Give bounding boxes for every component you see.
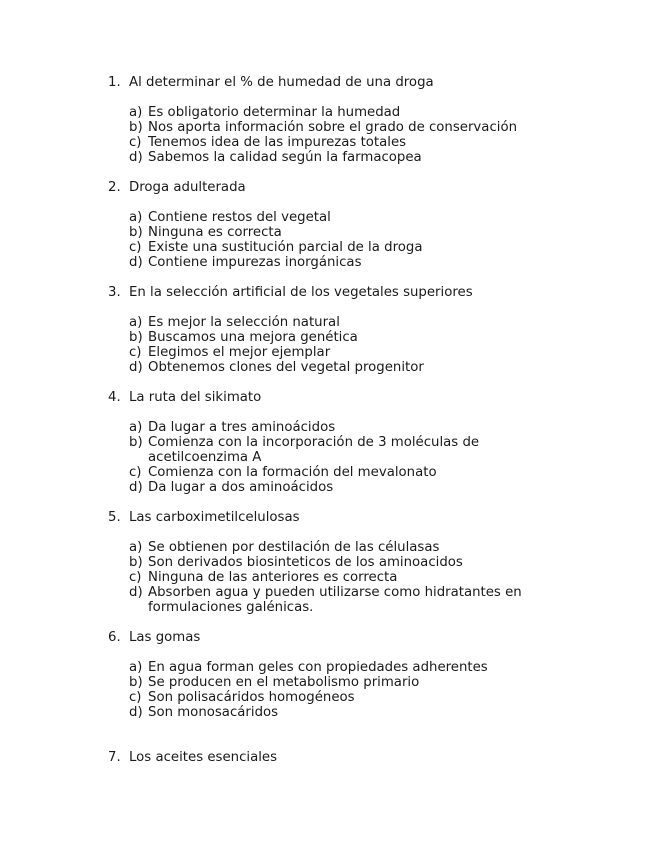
option-letter: d) [129, 480, 143, 495]
option-d [0, 150, 655, 165]
option-letter: c) [129, 465, 142, 480]
question-number: 1. [108, 75, 121, 90]
option-list [0, 660, 655, 720]
option-letter: c) [129, 570, 142, 585]
option-a [0, 540, 655, 555]
question-number: 2. [108, 180, 121, 195]
question-line [0, 285, 655, 300]
question-text: Las carboximetilcelulosas [129, 510, 300, 525]
option-list [0, 420, 655, 495]
option-a [0, 315, 655, 330]
option-list [0, 210, 655, 270]
option-text: Es obligatorio determinar la humedad [148, 105, 401, 120]
option-list [0, 315, 655, 375]
option-c [0, 345, 655, 360]
question-7 [0, 750, 655, 765]
option-text: Son monosacáridos [148, 705, 279, 720]
question-line [0, 75, 655, 90]
question-4 [0, 390, 655, 495]
option-a [0, 660, 655, 675]
option-letter: d) [129, 360, 143, 375]
option-text: Elegimos el mejor ejemplar [148, 345, 331, 360]
option-c [0, 240, 655, 255]
option-d [0, 585, 655, 615]
option-letter: a) [129, 540, 143, 555]
question-number: 7. [108, 750, 121, 765]
option-text: En agua forman geles con propiedades adherentes [148, 660, 488, 675]
option-list [0, 105, 655, 165]
question-2 [0, 180, 655, 270]
option-b [0, 435, 655, 465]
option-text: Son derivados biosinteticos de los aminoacidos [148, 555, 463, 570]
option-c [0, 570, 655, 585]
option-letter: d) [129, 585, 143, 600]
option-b [0, 330, 655, 345]
option-text: Da lugar a dos aminoácidos [148, 480, 334, 495]
option-letter: a) [129, 315, 143, 330]
option-text: Existe una sustitución parcial de la droga [148, 240, 423, 255]
option-letter: c) [129, 690, 142, 705]
option-letter: a) [129, 660, 143, 675]
option-b [0, 120, 655, 135]
option-letter: b) [129, 120, 143, 135]
option-text: Es mejor la selección natural [148, 315, 340, 330]
option-text: Nos aporta información sobre el grado de conservación [148, 120, 518, 135]
option-b [0, 555, 655, 570]
question-text: Los aceites esenciales [129, 750, 278, 765]
option-text: Ninguna de las anteriores es correcta [148, 570, 398, 585]
option-text: Se obtienen por destilación de las célulasas [148, 540, 440, 555]
option-letter: c) [129, 135, 142, 150]
question-text: Las gomas [129, 630, 201, 645]
question-1 [0, 75, 655, 165]
option-text: Obtenemos clones del vegetal progenitor [148, 360, 424, 375]
option-d [0, 705, 655, 720]
option-letter: b) [129, 675, 143, 690]
option-text: Comienza con la incorporación de 3 moléculas de acetilcoenzima A [148, 435, 480, 465]
option-text: Buscamos una mejora genética [148, 330, 358, 345]
question-5 [0, 510, 655, 615]
option-c [0, 135, 655, 150]
option-a [0, 420, 655, 435]
question-number: 5. [108, 510, 121, 525]
option-letter: b) [129, 555, 143, 570]
option-text: Tenemos idea de las impurezas totales [148, 135, 407, 150]
option-text: Absorben agua y pueden utilizarse como hidratantes en formulaciones galénicas. [148, 585, 522, 615]
question-line [0, 180, 655, 195]
option-letter: c) [129, 240, 142, 255]
option-letter: c) [129, 345, 142, 360]
option-letter: d) [129, 150, 143, 165]
question-line [0, 510, 655, 525]
option-text: Sabemos la calidad según la farmacopea [148, 150, 422, 165]
option-text: Ninguna es correcta [148, 225, 282, 240]
question-6 [0, 630, 655, 720]
option-letter: d) [129, 255, 143, 270]
question-3 [0, 285, 655, 375]
option-d [0, 480, 655, 495]
option-letter: b) [129, 435, 143, 450]
option-b [0, 225, 655, 240]
option-c [0, 465, 655, 480]
question-number: 6. [108, 630, 121, 645]
question-line [0, 750, 655, 765]
option-text: Comienza con la formación del mevalonato [148, 465, 437, 480]
option-letter: a) [129, 105, 143, 120]
question-text: Droga adulterada [129, 180, 246, 195]
question-text: Al determinar el % de humedad de una droga [129, 75, 434, 90]
question-number: 4. [108, 390, 121, 405]
option-letter: a) [129, 210, 143, 225]
option-d [0, 360, 655, 375]
option-text: Son polisacáridos homogéneos [148, 690, 355, 705]
option-c [0, 690, 655, 705]
question-line [0, 390, 655, 405]
option-letter: a) [129, 420, 143, 435]
option-text: Da lugar a tres aminoácidos [148, 420, 336, 435]
option-a [0, 210, 655, 225]
option-d [0, 255, 655, 270]
option-list [0, 540, 655, 615]
option-a [0, 105, 655, 120]
question-line [0, 630, 655, 645]
option-b [0, 675, 655, 690]
option-letter: b) [129, 330, 143, 345]
question-text: En la selección artificial de los vegetales superiores [129, 285, 473, 300]
option-text: Se producen en el metabolismo primario [148, 675, 420, 690]
option-letter: b) [129, 225, 143, 240]
question-number: 3. [108, 285, 121, 300]
option-text: Contiene restos del vegetal [148, 210, 331, 225]
question-text: La ruta del sikimato [129, 390, 262, 405]
option-letter: d) [129, 705, 143, 720]
option-text: Contiene impurezas inorgánicas [148, 255, 362, 270]
